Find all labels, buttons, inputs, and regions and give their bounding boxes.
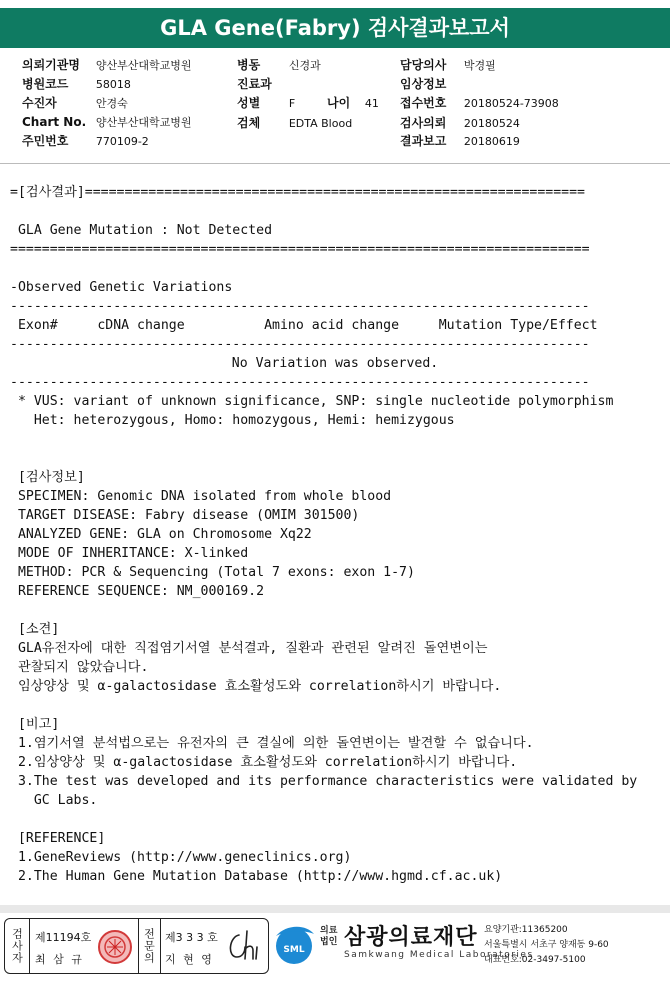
info-row-receipt-no: [400, 94, 559, 111]
report-line: -------------------------------------------------------------------------: [10, 375, 590, 390]
org-address: 서울특별시 서초구 양재동 9-60: [484, 940, 609, 950]
report-title: GLA Gene(Fabry) 검사결과보고서: [0, 8, 670, 48]
info-value: 양산부산대학교병원: [95, 116, 192, 129]
report-line: [10, 449, 660, 468]
info-row-request-date: [400, 114, 520, 131]
report-line: TARGET DISEASE: Fabry disease (OMIM 301500): [10, 508, 360, 523]
report-line: * VUS: variant of unknown significance, SNP: single nucleotide polymorphism: [10, 394, 614, 409]
examiner-name: 최 삼 규: [35, 953, 84, 966]
report-line: [10, 430, 660, 449]
report-line: MODE OF INHERITANCE: X-linked: [10, 546, 249, 561]
info-row-patient: [22, 94, 128, 111]
info-key: 나이: [327, 96, 351, 110]
report-line: [10, 601, 660, 620]
lab-logo-block: [272, 918, 670, 974]
info-value: 20180524-73908: [463, 97, 559, 110]
info-key: 접수번호: [400, 96, 447, 110]
report-line: GLA Gene Mutation : Not Detected: [10, 223, 273, 238]
info-value: 770109-2: [95, 135, 149, 148]
specialist-label: 전문의: [142, 928, 156, 964]
signature-icon: [223, 927, 263, 965]
info-key: 결과보고: [400, 134, 447, 148]
info-row-resident-no: [22, 132, 149, 149]
info-key: 성별: [237, 96, 261, 110]
examiner-label: 검사자: [10, 928, 24, 964]
report-line: GLA유전자에 대한 직접염기서열 분석결과, 질환과 관련된 알려진 돌연변이는: [10, 641, 488, 656]
info-value: 양산부산대학교병원: [95, 59, 192, 72]
report-line: METHOD: PCR & Sequencing (Total 7 exons: exon 1-7): [10, 565, 415, 580]
info-value: 20180524: [463, 117, 520, 130]
report-line: [10, 202, 660, 221]
report-line: REFERENCE SEQUENCE: NM_000169.2: [10, 584, 265, 599]
info-row-hospital-code: [22, 75, 131, 92]
info-value: EDTA Blood: [288, 117, 353, 130]
info-row-clinical-info: [400, 75, 460, 92]
report-line: 3.The test was developed and its performance characteristics were validated by: [10, 774, 638, 789]
info-value: 20180619: [463, 135, 520, 148]
report-body: [10, 183, 660, 886]
divider: [0, 163, 670, 164]
info-value: 안경숙: [95, 97, 128, 110]
report-line: 임상양상 및 α-galactosidase 효소활성도와 correlation하시기 바랍니다.: [10, 679, 502, 694]
info-key: Chart No.: [22, 115, 87, 129]
report-line: 관찰되지 않았습니다.: [10, 660, 149, 675]
report-line: [10, 259, 660, 278]
report-line: Het: heterozygous, Homo: homozygous, Hemi: hemizygous: [10, 413, 455, 428]
org-type: [320, 926, 337, 948]
org-name: 삼광의료재단: [344, 925, 478, 950]
sml-logo-text: SML: [283, 945, 305, 955]
info-key: 병원코드: [22, 77, 69, 91]
info-value: F: [288, 97, 296, 110]
report-line: No Variation was observed.: [231, 356, 439, 371]
specialist-license-no: 제3 3 3 호: [165, 931, 218, 944]
divider: [160, 919, 161, 973]
info-value: 41: [364, 97, 379, 110]
report-line: SPECIMEN: Genomic DNA isolated from whole blood: [10, 489, 392, 504]
org-name-english: Samkwang Medical Laboratories: [344, 950, 534, 960]
report-line: 1.염기서열 분석법으로는 유전자의 큰 결실에 의한 돌연변이는 발견할 수 없습니다.: [10, 736, 534, 751]
report-line: [10, 696, 660, 715]
info-key: 병동: [237, 58, 261, 72]
info-key: 담당의사: [400, 58, 447, 72]
report-line: [REFERENCE]: [10, 831, 106, 846]
org-type-line1: 의료: [320, 926, 338, 936]
report-line: =========================================================================: [10, 242, 590, 257]
info-key: 의뢰기관명: [22, 58, 80, 72]
report-line: Exon# cDNA change Amino acid change Mutation Type/Effect: [10, 318, 598, 333]
footer-divider: [0, 905, 670, 913]
info-key: 주민번호: [22, 134, 69, 148]
info-value: 58018: [95, 78, 131, 91]
info-row-age: [327, 94, 379, 111]
info-key: 수진자: [22, 96, 57, 110]
info-row-doctor: [400, 56, 496, 73]
info-key: 검체: [237, 116, 261, 130]
patient-info-block: [0, 54, 670, 154]
report-line: [소견]: [10, 622, 60, 637]
org-code: 요양기관:11365200: [484, 925, 568, 935]
info-row-institution: [22, 56, 191, 73]
report-line: 1.GeneReviews (http://www.geneclinics.org): [10, 850, 352, 865]
info-key: 검사의뢰: [400, 116, 447, 130]
info-key: 진료과: [237, 77, 272, 91]
info-value: 신경과: [288, 59, 321, 72]
report-line: [검사정보]: [10, 470, 85, 485]
report-line: [10, 810, 660, 829]
report-line: 2.임상양상 및 α-galactosidase 효소활성도와 correlation하시기 바랍니다.: [10, 755, 518, 770]
report-line: GC Labs.: [10, 793, 98, 808]
info-row-ward: [237, 56, 321, 73]
report-line: [비고]: [10, 717, 60, 732]
seal-stamp-icon: [97, 929, 133, 965]
report-line: ANALYZED GENE: GLA on Chromosome Xq22: [10, 527, 312, 542]
info-row-specimen: [237, 114, 352, 131]
org-contact: [484, 923, 609, 968]
info-row-report-date: [400, 132, 520, 149]
org-phone: 대표번호:02-3497-5100: [484, 955, 586, 965]
info-row-department: [237, 75, 285, 92]
report-line: -------------------------------------------------------------------------: [10, 337, 590, 352]
report-line: -------------------------------------------------------------------------: [10, 299, 590, 314]
report-line: 2.The Human Gene Mutation Database (http://www.hgmd.cf.ac.uk): [10, 869, 503, 884]
sml-logo-icon: [272, 922, 316, 966]
info-key: 임상정보: [400, 77, 447, 91]
info-row-chart-no: [22, 114, 191, 130]
examiner-license-no: 제11194호: [35, 931, 92, 944]
specialist-name: 지 현 영: [165, 953, 214, 966]
report-line: -Observed Genetic Variations: [10, 280, 233, 295]
report-line: =[검사결과]===============================================================: [10, 185, 585, 200]
signature-box: [4, 918, 269, 974]
info-row-sex: [237, 94, 295, 111]
info-value: 박경필: [463, 59, 496, 72]
divider: [29, 919, 30, 973]
org-type-line2: 법인: [320, 937, 338, 947]
